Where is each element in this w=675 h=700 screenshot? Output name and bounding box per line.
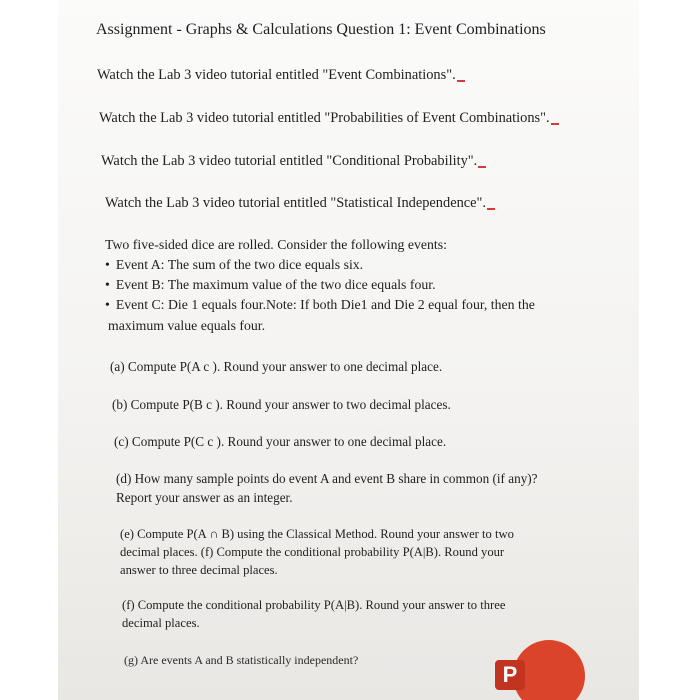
question-f-line-1: (f) Compute the conditional probability P(A|B). Round your answer to three	[122, 598, 506, 612]
event-c-continuation: maximum value equals four.	[108, 318, 266, 333]
instruction-3: Watch the Lab 3 video tutorial entitled "Conditional Probability".	[101, 154, 486, 168]
question-g: (g) Are events A and B statistically independent?	[124, 653, 359, 667]
assignment-sheet	[58, 0, 639, 700]
page-title: Assignment - Graphs & Calculations Question 1: Event Combinations	[96, 21, 546, 38]
question-a: (a) Compute P(A c ). Round your answer to one decimal place.	[110, 359, 443, 374]
question-e-line-1: (e) Compute P(A ∩ B) using the Classical Method. Round your answer to two	[120, 527, 514, 541]
question-c: (c) Compute P(C c ). Round your answer to one decimal place.	[114, 434, 447, 449]
problem-intro: Two five-sided dice are rolled. Consider the following events:	[105, 237, 447, 252]
instruction-2: Watch the Lab 3 video tutorial entitled "Probabilities of Event Combinations".	[99, 111, 559, 125]
question-d-line-2: Report your answer as an integer.	[116, 490, 293, 505]
powerpoint-icon: P	[495, 640, 583, 700]
question-d-line-1: (d) How many sample points do event A and event B share in common (if any)?	[116, 471, 538, 486]
question-e-line-3: answer to three decimal places.	[120, 563, 278, 577]
question-f-line-2: decimal places.	[122, 616, 200, 630]
question-e-line-2: decimal places. (f) Compute the conditional probability P(A|B). Round your	[120, 545, 505, 559]
event-a: • Event A: The sum of the two dice equals six.	[105, 257, 364, 272]
right-margin	[639, 0, 675, 700]
left-margin	[0, 0, 58, 700]
instruction-1: Watch the Lab 3 video tutorial entitled "Event Combinations".	[97, 68, 465, 82]
event-b: • Event B: The maximum value of the two dice equals four.	[105, 277, 436, 292]
instruction-4: Watch the Lab 3 video tutorial entitled "Statistical Independence".	[105, 196, 495, 210]
event-c: • Event C: Die 1 equals four.Note: If both Die1 and Die 2 equal four, then the	[105, 297, 535, 312]
question-b: (b) Compute P(B c ). Round your answer to two decimal places.	[112, 397, 451, 412]
